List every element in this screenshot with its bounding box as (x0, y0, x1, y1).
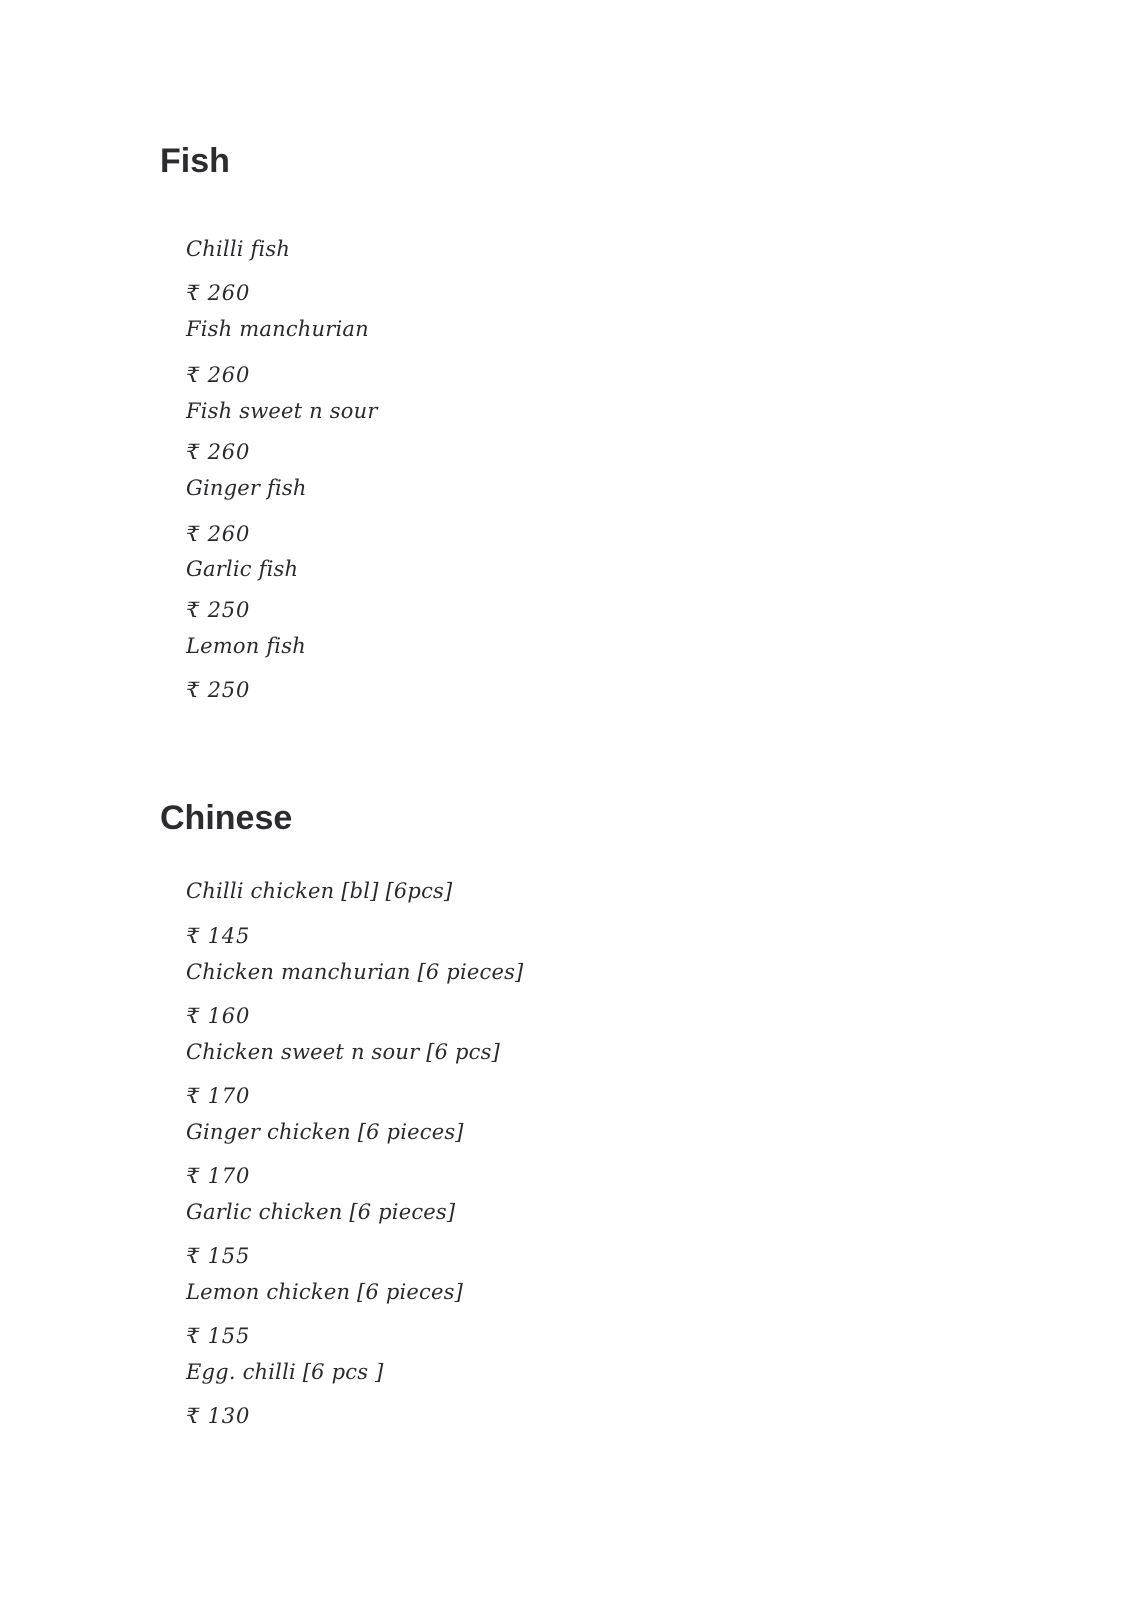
menu-item-name: Chicken manchurian [6 pieces] (186, 960, 524, 984)
menu-item-price: ₹ 160 (186, 1004, 251, 1028)
menu-item-price: ₹ 170 (186, 1164, 251, 1188)
menu-item-price: ₹ 250 (186, 678, 251, 702)
section-heading-fish: Fish (160, 142, 230, 180)
menu-item-price: ₹ 260 (186, 522, 251, 546)
menu-item-name: Chilli chicken [bl] [6pcs] (186, 879, 453, 903)
menu-item-price: ₹ 155 (186, 1324, 251, 1348)
menu-item-name: Lemon chicken [6 pieces] (186, 1280, 464, 1304)
section-heading-chinese: Chinese (160, 799, 293, 837)
menu-item-price: ₹ 250 (186, 598, 251, 622)
menu-item-name: Egg. chilli [6 pcs ] (186, 1360, 384, 1384)
menu-item-name: Chicken sweet n sour [6 pcs] (186, 1040, 501, 1064)
menu-item-name: Lemon fish (186, 634, 306, 658)
menu-item-name: Ginger chicken [6 pieces] (186, 1120, 464, 1144)
menu-item-name: Fish sweet n sour (186, 399, 378, 423)
menu-item-price: ₹ 260 (186, 363, 251, 387)
menu-item-price: ₹ 260 (186, 440, 251, 464)
menu-item-name: Garlic fish (186, 557, 299, 581)
menu-item-name: Chilli fish (186, 237, 291, 261)
menu-item-price: ₹ 155 (186, 1244, 251, 1268)
menu-item-price: ₹ 260 (186, 281, 251, 305)
menu-item-name: Garlic chicken [6 pieces] (186, 1200, 456, 1224)
menu-item-price: ₹ 170 (186, 1084, 251, 1108)
menu-item-price: ₹ 145 (186, 924, 251, 948)
menu-item-name: Ginger fish (186, 476, 307, 500)
menu-item-name: Fish manchurian (186, 317, 369, 341)
menu-item-price: ₹ 130 (186, 1404, 251, 1428)
